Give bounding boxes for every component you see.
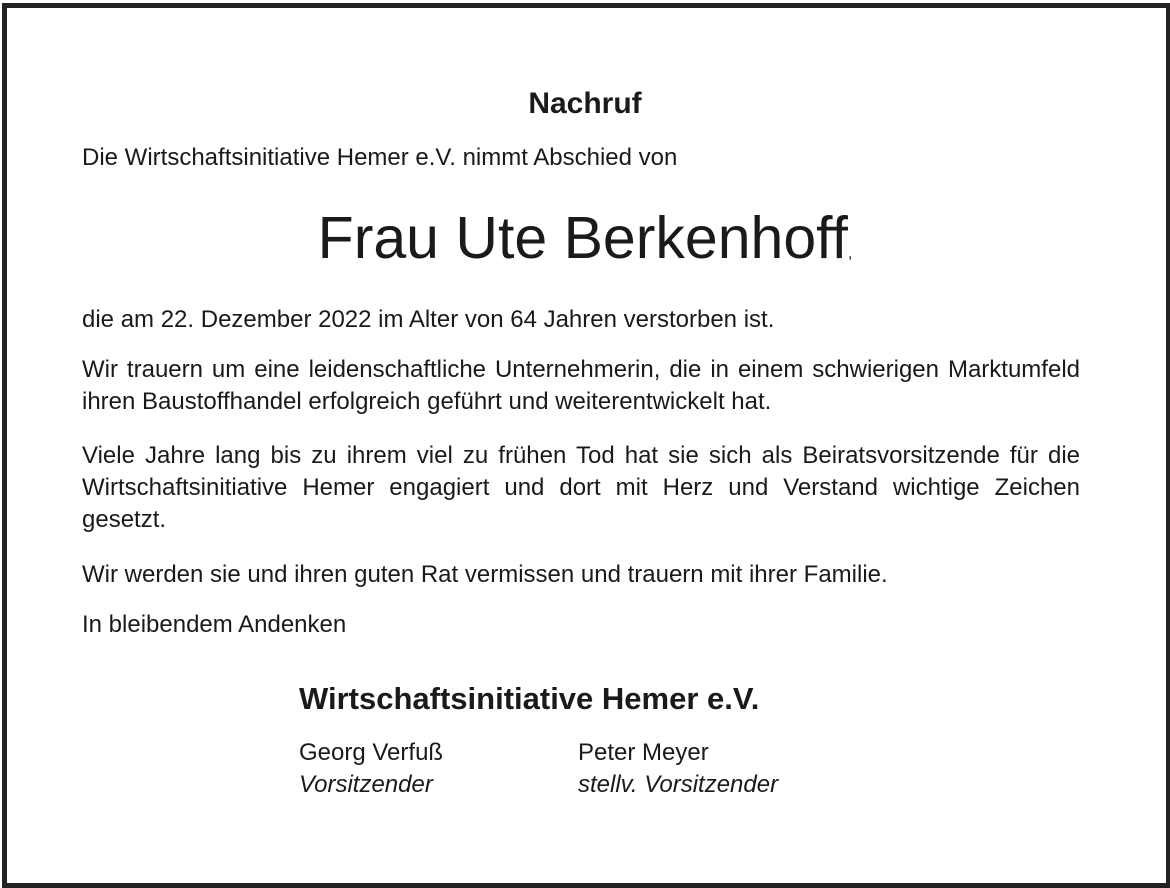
deceased-name: Frau Ute Berkenhoff: [317, 205, 848, 271]
engagement-paragraph: Viele Jahre lang bis zu ihrem viel zu frühen Tod hat sie sich als Beiratsvorsitzende für die Wirtschaftsinitiative Hemer engagiert und dort mit Herz und Verstand wichtige Zeichen gesetzt.: [82, 442, 1080, 533]
death-date-paragraph: die am 22. Dezember 2022 im Alter von 64 Jahren verstorben ist.: [82, 306, 775, 333]
remembrance-line: In bleibendem Andenken: [82, 611, 347, 638]
intro-line: Die Wirtschaftsinitiative Hemer e.V. nimmt Abschied von: [82, 144, 678, 171]
signer-2: [578, 737, 778, 801]
name-comma: ,: [847, 245, 853, 262]
signer-role: stellv. Vorsitzender: [578, 771, 779, 798]
signer-name: Peter Meyer: [578, 739, 709, 766]
farewell-paragraph: Wir werden sie und ihren guten Rat vermissen und trauern mit ihrer Familie.: [82, 561, 888, 588]
organization-name: Wirtschaftsinitiative Hemer e.V.: [299, 681, 760, 716]
signer-role: Vorsitzender: [299, 771, 433, 798]
signer-1: [299, 737, 443, 801]
mourning-paragraph: Wir trauern um eine leidenschaftliche Unternehmerin, die in einem schwierigen Marktumfeld ihren Baustoffhandel erfolgreich geführt und weiterentwickelt hat.: [82, 356, 1080, 415]
notice-title: Nachruf: [528, 87, 642, 120]
signer-name: Georg Verfuß: [299, 739, 444, 766]
deceased-name-line: [0, 202, 1170, 290]
